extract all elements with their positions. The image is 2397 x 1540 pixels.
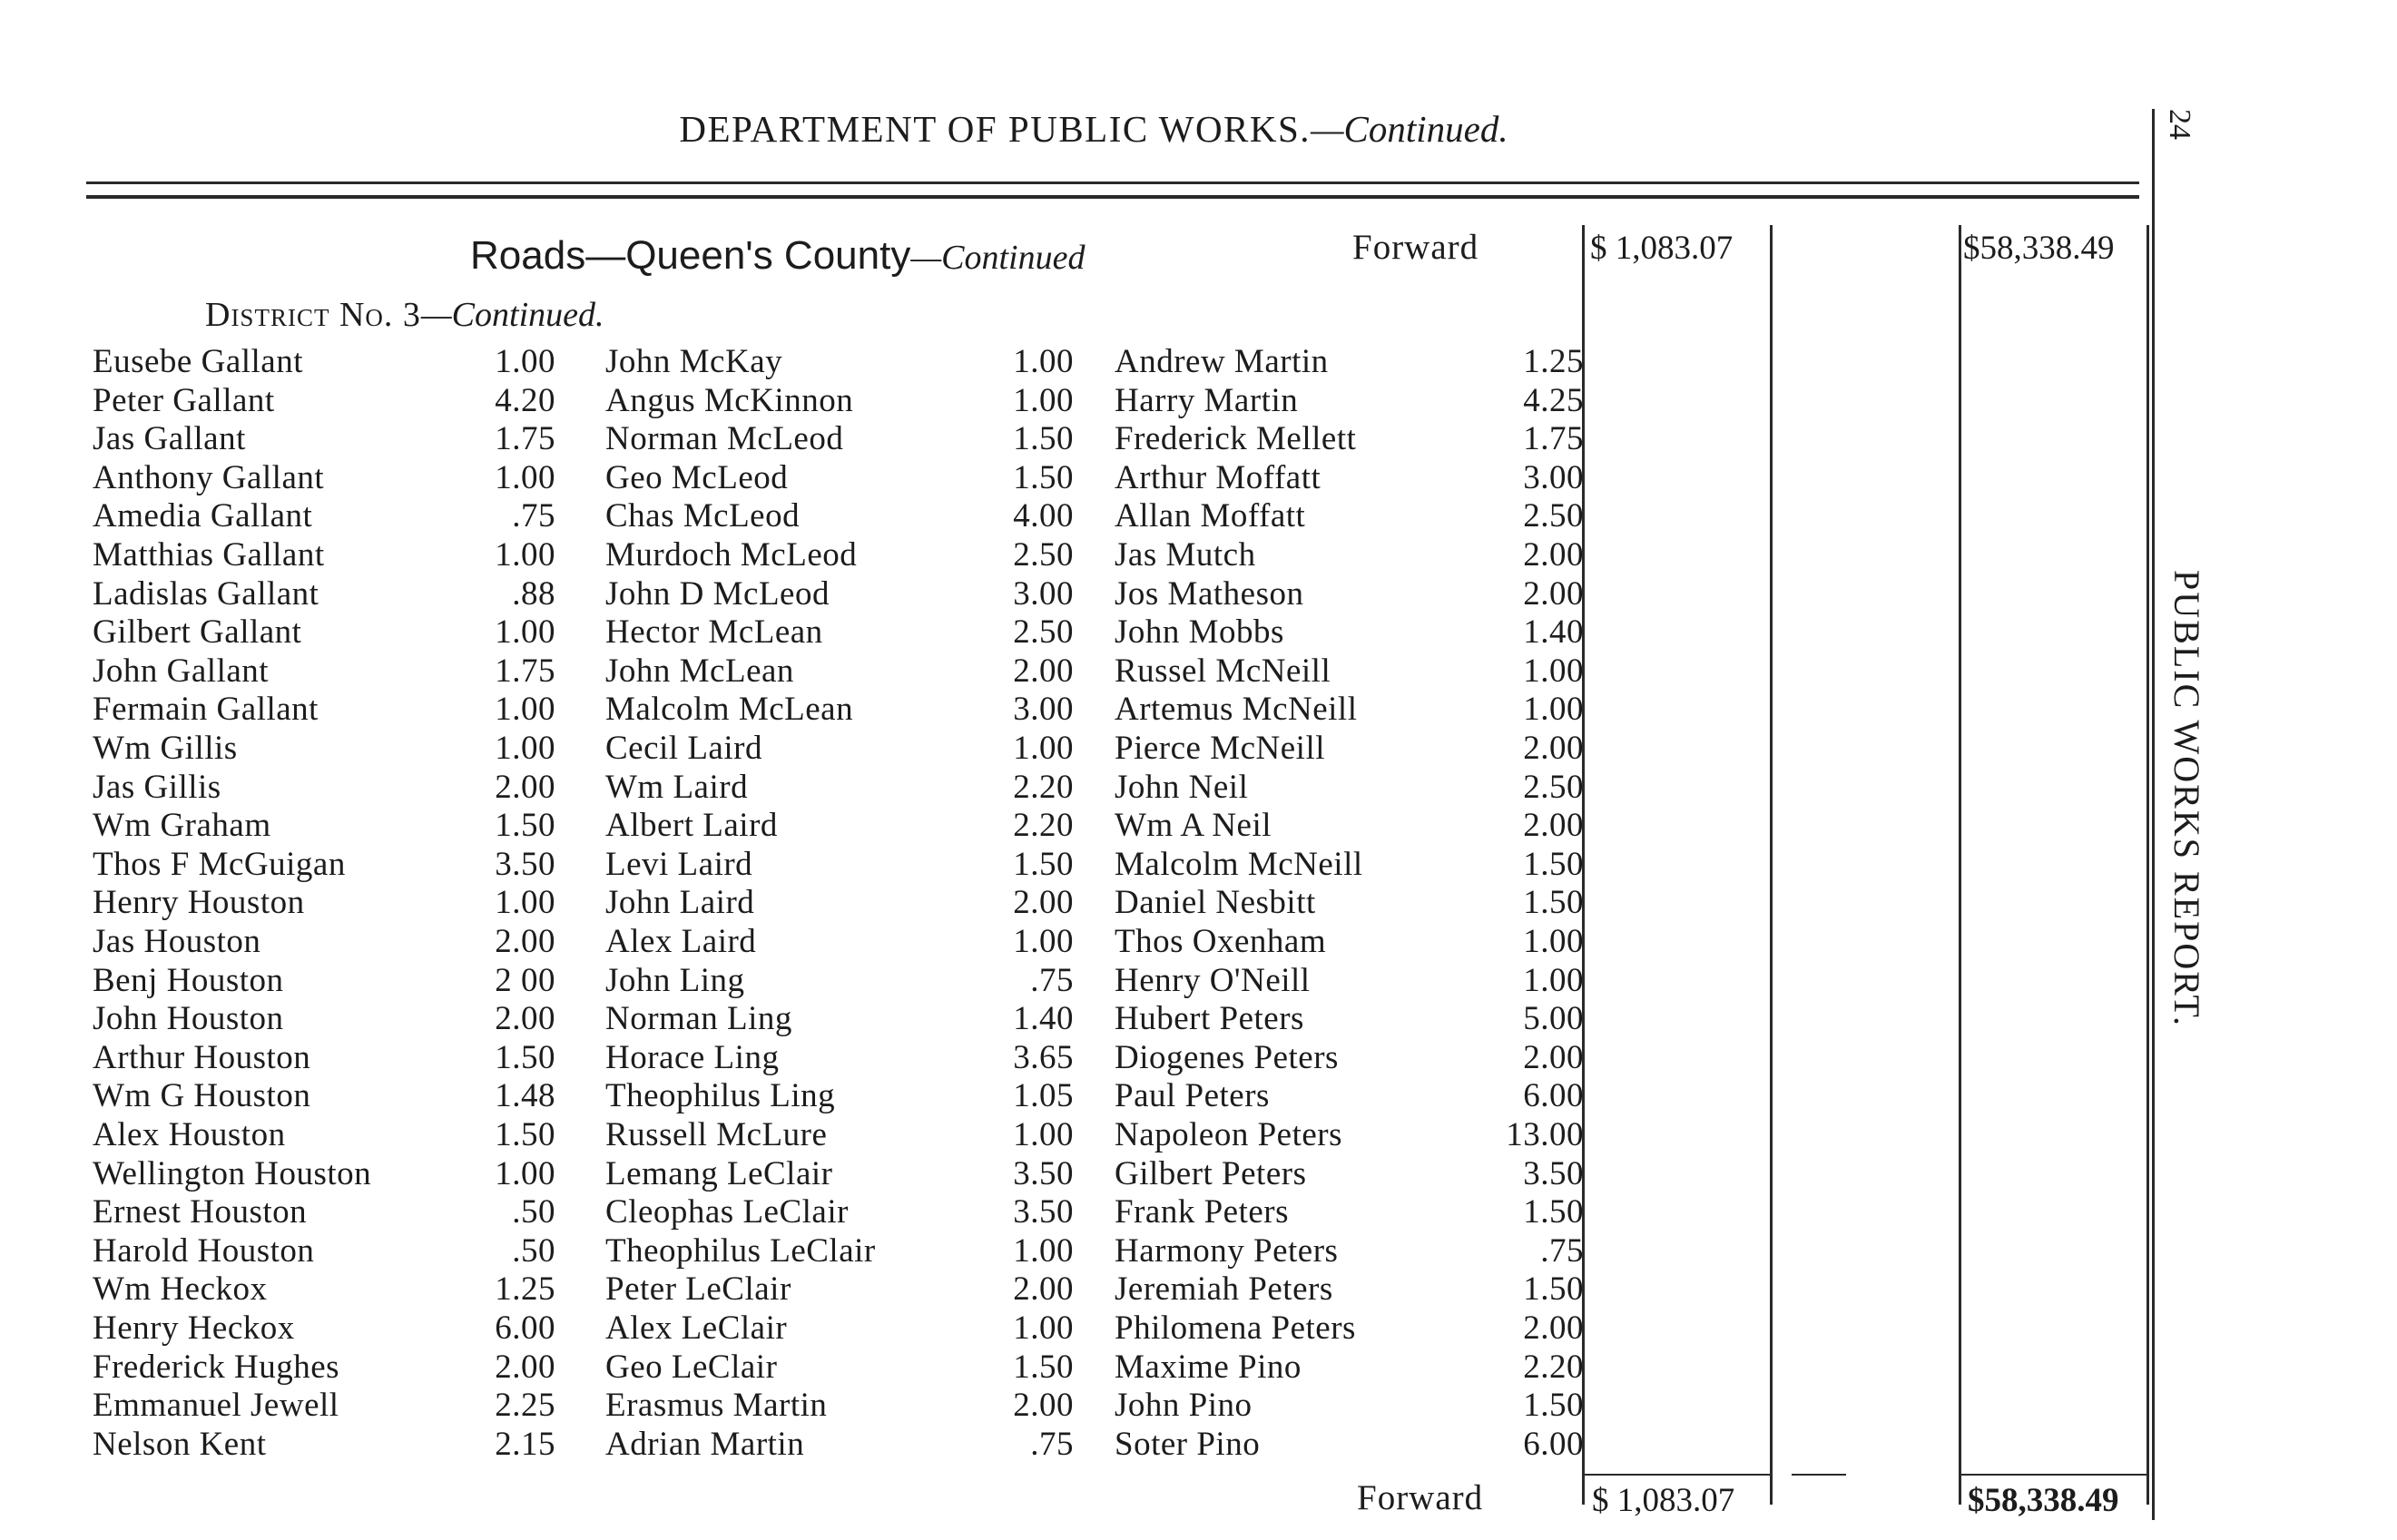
- list-item: [1115, 1270, 1584, 1308]
- list-item: [1115, 419, 1584, 457]
- entry-name: Thos Oxenham: [1115, 923, 1327, 960]
- entry-amount: 2.00: [495, 1348, 555, 1386]
- entry-name: Wm A Neil: [1115, 807, 1272, 845]
- entry-name: Artemus McNeill: [1115, 691, 1358, 729]
- entry-amount: 1.00: [495, 691, 555, 729]
- entry-name: Pierce McNeill: [1115, 730, 1325, 767]
- entry-name: Jas Gillis: [93, 768, 221, 806]
- entry-name: Paul Peters: [1115, 1077, 1270, 1115]
- entry-amount: 3.65: [1013, 1038, 1074, 1076]
- entry-name: Norman Ling: [605, 1000, 792, 1038]
- list-item: [605, 458, 1074, 496]
- entry-amount: 1.50: [495, 807, 555, 845]
- list-item: [93, 381, 555, 419]
- list-item: [605, 1309, 1074, 1347]
- list-item: [605, 999, 1074, 1037]
- list-item: [605, 342, 1074, 380]
- list-item: [1115, 652, 1584, 690]
- list-item: [1115, 496, 1584, 535]
- entry-name: John D McLeod: [605, 574, 830, 613]
- entry-amount: 4.00: [1013, 497, 1074, 535]
- entry-amount: 1.75: [495, 420, 555, 458]
- list-item: [1115, 1115, 1584, 1153]
- money-column-rule-2: [1770, 225, 1773, 1505]
- entry-name: Hector McLean: [605, 613, 823, 652]
- entry-name: Arthur Houston: [93, 1038, 311, 1076]
- entry-amount: .75: [512, 497, 555, 535]
- entry-name: Fermain Gallant: [93, 691, 319, 729]
- entry-amount: 1.00: [1013, 923, 1074, 960]
- list-item: [605, 1425, 1074, 1463]
- list-item: [1115, 999, 1584, 1037]
- entry-name: Peter LeClair: [605, 1270, 791, 1309]
- entry-amount: 3.00: [1013, 574, 1074, 613]
- entry-name: Geo McLeod: [605, 458, 789, 496]
- entry-amount: 2.00: [495, 1000, 555, 1038]
- entry-name: Wm Laird: [605, 768, 749, 806]
- list-item: [605, 1038, 1074, 1076]
- list-item: [1115, 1231, 1584, 1270]
- entry-name: Ernest Houston: [93, 1193, 308, 1231]
- entry-name: Henry Houston: [93, 884, 305, 922]
- list-item: [93, 419, 555, 457]
- list-item: [605, 1192, 1074, 1231]
- list-item: [93, 729, 555, 767]
- list-item: [93, 458, 555, 496]
- entry-name: Theophilus LeClair: [605, 1231, 876, 1270]
- entry-name: Angus McKinnon: [605, 381, 854, 419]
- entry-name: Frederick Mellett: [1115, 420, 1357, 458]
- entry-name: Malcolm McNeill: [1115, 845, 1363, 883]
- entry-name: Adrian Martin: [605, 1425, 805, 1463]
- list-item: [1115, 768, 1584, 806]
- list-item: [605, 652, 1074, 690]
- entry-amount: 1.50: [1013, 845, 1074, 883]
- entry-amount: 2.50: [1523, 768, 1584, 806]
- margin-vertical-line: [2152, 109, 2155, 1520]
- entry-amount: 1.75: [495, 652, 555, 690]
- entry-amount: 1.00: [495, 884, 555, 922]
- list-item: [1115, 806, 1584, 844]
- entry-name: Russell McLure: [605, 1116, 828, 1153]
- entry-name: Wellington Houston: [93, 1154, 372, 1192]
- list-item: [1115, 574, 1584, 613]
- entry-name: Jas Gallant: [93, 420, 246, 458]
- list-item: [1115, 729, 1584, 767]
- header-rule-bottom: [86, 195, 2139, 199]
- list-item: [93, 1425, 555, 1463]
- list-item: [1115, 690, 1584, 728]
- list-item: [93, 883, 555, 921]
- list-item: [1115, 1309, 1584, 1347]
- list-item: [93, 1076, 555, 1114]
- entry-name: Ladislas Gallant: [93, 574, 319, 613]
- entry-amount: 3.50: [495, 845, 555, 883]
- list-item: [605, 1270, 1074, 1308]
- entry-amount: 2.15: [495, 1425, 555, 1463]
- list-item: [605, 535, 1074, 574]
- entry-amount: .75: [1030, 1425, 1074, 1463]
- entry-name: Wm Heckox: [93, 1270, 268, 1309]
- entry-amount: 2.50: [1013, 536, 1074, 574]
- entry-amount: 2.50: [1013, 613, 1074, 652]
- entry-amount: 1.05: [1013, 1077, 1074, 1115]
- entry-amount: 3.00: [1013, 691, 1074, 729]
- list-item: [93, 535, 555, 574]
- entry-name: John Laird: [605, 884, 755, 922]
- entry-name: Geo LeClair: [605, 1348, 778, 1386]
- list-item: [605, 768, 1074, 806]
- entry-name: Russel McNeill: [1115, 652, 1331, 690]
- list-item: [93, 1038, 555, 1076]
- entry-name: Cecil Laird: [605, 730, 762, 767]
- list-item: [1115, 613, 1584, 651]
- entry-amount: 1.00: [1013, 1309, 1074, 1347]
- entry-name: Diogenes Peters: [1115, 1038, 1339, 1076]
- entry-name: Lemang LeClair: [605, 1154, 833, 1192]
- list-item: [1115, 961, 1584, 999]
- entry-amount: 3.50: [1523, 1154, 1584, 1192]
- list-item: [605, 419, 1074, 457]
- forward-rule-amount: [1585, 1474, 1770, 1476]
- entry-amount: 1.00: [1013, 381, 1074, 419]
- list-item: [605, 883, 1074, 921]
- list-item: [93, 1270, 555, 1308]
- page-number: 24: [2163, 109, 2196, 140]
- entry-amount: .75: [1030, 961, 1074, 999]
- forward-total-top: $58,338.49: [1963, 230, 2115, 267]
- entry-name: Anthony Gallant: [93, 458, 325, 496]
- entry-name: Chas McLeod: [605, 497, 801, 535]
- list-item: [1115, 1192, 1584, 1231]
- entry-amount: .50: [512, 1193, 555, 1231]
- entry-name: Alex Laird: [605, 923, 757, 960]
- entry-amount: 1.40: [1523, 613, 1584, 652]
- entry-amount: 1.00: [1523, 652, 1584, 690]
- forward-label-top: Forward: [1352, 228, 1479, 267]
- entry-amount: 5.00: [1523, 1000, 1584, 1038]
- entry-amount: 2.00: [1013, 652, 1074, 690]
- entry-amount: 3.00: [1523, 458, 1584, 496]
- list-item: [1115, 1154, 1584, 1192]
- list-item: [93, 961, 555, 999]
- entry-amount: 1.50: [1523, 845, 1584, 883]
- entry-amount: 6.00: [1523, 1425, 1584, 1463]
- forward-amount-top: $ 1,083.07: [1590, 230, 1734, 267]
- entry-amount: 4.25: [1523, 381, 1584, 419]
- entry-amount: 1.50: [1013, 420, 1074, 458]
- entry-name: Henry Heckox: [93, 1309, 295, 1347]
- entry-name: John McLean: [605, 652, 794, 690]
- entry-amount: 2.00: [1013, 884, 1074, 922]
- entry-name: John Mobbs: [1115, 613, 1284, 652]
- list-item: [93, 574, 555, 613]
- entry-amount: 1.50: [495, 1038, 555, 1076]
- entry-name: Nelson Kent: [93, 1425, 267, 1463]
- entry-name: Benj Houston: [93, 961, 284, 999]
- forward-total-bottom: $58,338.49: [1968, 1482, 2119, 1519]
- list-item: [1115, 1038, 1584, 1076]
- list-item: [93, 496, 555, 535]
- list-item: [1115, 381, 1584, 419]
- list-item: [1115, 1386, 1584, 1424]
- list-item: [605, 381, 1074, 419]
- entry-name: Daniel Nesbitt: [1115, 884, 1316, 922]
- list-item: [1115, 922, 1584, 960]
- list-item: [93, 806, 555, 844]
- list-item: [93, 342, 555, 380]
- list-item: [605, 1115, 1074, 1153]
- entry-name: Levi Laird: [605, 845, 753, 883]
- entry-amount: 1.00: [1523, 961, 1584, 999]
- entry-amount: 2.00: [495, 923, 555, 960]
- section-title: Roads—Queen's County: [470, 233, 911, 278]
- entry-name: Andrew Martin: [1115, 343, 1329, 380]
- entry-name: Thos F McGuigan: [93, 845, 346, 883]
- entry-amount: 1.50: [1523, 1387, 1584, 1425]
- entry-amount: 1.00: [495, 613, 555, 652]
- list-item: [93, 1309, 555, 1347]
- entry-name: Horace Ling: [605, 1038, 780, 1076]
- entry-name: Harold Houston: [93, 1231, 315, 1270]
- entry-amount: 1.75: [1523, 420, 1584, 458]
- entry-name: Murdoch McLeod: [605, 536, 858, 574]
- entry-amount: 1.50: [495, 1116, 555, 1153]
- entry-amount: 2.00: [1523, 1038, 1584, 1076]
- entry-name: Wm Gillis: [93, 730, 238, 767]
- entry-amount: 1.00: [1523, 691, 1584, 729]
- entry-name: John Pino: [1115, 1387, 1253, 1425]
- list-item: [605, 613, 1074, 651]
- entry-amount: 1.25: [1523, 343, 1584, 380]
- entry-amount: 2.00: [1523, 1309, 1584, 1347]
- entry-amount: .88: [512, 574, 555, 613]
- entry-name: Emmanuel Jewell: [93, 1387, 339, 1425]
- list-item: [1115, 458, 1584, 496]
- entry-name: Frederick Hughes: [93, 1348, 340, 1386]
- list-item: [93, 1231, 555, 1270]
- list-item: [605, 845, 1074, 883]
- list-item: [605, 961, 1074, 999]
- list-item: [605, 806, 1074, 844]
- list-item: [1115, 1076, 1584, 1114]
- entry-amount: 2.00: [1523, 536, 1584, 574]
- entry-amount: 13.00: [1506, 1116, 1584, 1153]
- entry-amount: 1.25: [495, 1270, 555, 1309]
- entry-name: Matthias Gallant: [93, 536, 325, 574]
- entry-name: Wm G Houston: [93, 1077, 311, 1115]
- entry-name: Jas Houston: [93, 923, 261, 960]
- entry-name: Wm Graham: [93, 807, 271, 845]
- entry-amount: 2.00: [1523, 807, 1584, 845]
- entry-name: Alex Houston: [93, 1116, 286, 1153]
- entry-amount: 2.20: [1013, 807, 1074, 845]
- entry-amount: 1.00: [495, 1154, 555, 1192]
- entry-amount: 2.20: [1523, 1348, 1584, 1386]
- entry-name: John Neil: [1115, 768, 1249, 806]
- money-column-rule-3: [1959, 225, 1961, 1505]
- list-item: [605, 496, 1074, 535]
- entry-amount: 6.00: [1523, 1077, 1584, 1115]
- list-item: [93, 845, 555, 883]
- entry-name: Cleophas LeClair: [605, 1193, 849, 1231]
- entry-name: Jeremiah Peters: [1115, 1270, 1333, 1309]
- entry-name: Frank Peters: [1115, 1193, 1289, 1231]
- entry-amount: 1.50: [1523, 1193, 1584, 1231]
- entry-amount: 1.40: [1013, 1000, 1074, 1038]
- section-continued: —Continued: [910, 239, 1086, 277]
- list-item: [93, 690, 555, 728]
- entry-amount: 1.00: [1523, 923, 1584, 960]
- entry-name: Norman McLeod: [605, 420, 844, 458]
- entry-name: Maxime Pino: [1115, 1348, 1302, 1386]
- entry-amount: 1.00: [1013, 730, 1074, 767]
- list-item: [1115, 342, 1584, 380]
- entry-name: Napoleon Peters: [1115, 1116, 1343, 1153]
- list-item: [1115, 1348, 1584, 1386]
- list-item: [93, 613, 555, 651]
- entry-amount: 1.50: [1523, 1270, 1584, 1309]
- entry-amount: 1.50: [1013, 458, 1074, 496]
- list-item: [605, 1231, 1074, 1270]
- list-item: [93, 1386, 555, 1424]
- entry-name: John Gallant: [93, 652, 270, 690]
- entry-amount: 1.00: [1013, 1116, 1074, 1153]
- entry-amount: 4.20: [495, 381, 555, 419]
- entry-name: Philomena Peters: [1115, 1309, 1356, 1347]
- entry-name: Soter Pino: [1115, 1425, 1261, 1463]
- forward-label-bottom: Forward: [1357, 1478, 1484, 1517]
- entry-name: John McKay: [605, 343, 783, 380]
- entry-amount: 2.00: [1523, 730, 1584, 767]
- entry-name: Hubert Peters: [1115, 1000, 1304, 1038]
- entry-name: Arthur Moffatt: [1115, 458, 1321, 496]
- entry-name: Henry O'Neill: [1115, 961, 1311, 999]
- entry-amount: 1.00: [495, 343, 555, 380]
- entry-amount: 2.00: [1013, 1387, 1074, 1425]
- forward-rule-total: [1961, 1474, 2147, 1476]
- entry-name: Jas Mutch: [1115, 536, 1256, 574]
- forward-rule-gap: [1792, 1474, 1846, 1476]
- list-item: [93, 768, 555, 806]
- entry-name: Erasmus Martin: [605, 1387, 828, 1425]
- entry-name: Alex LeClair: [605, 1309, 788, 1347]
- entry-name: Harmony Peters: [1115, 1231, 1339, 1270]
- entry-name: Harry Martin: [1115, 381, 1299, 419]
- list-item: [605, 1154, 1074, 1192]
- list-item: [1115, 1425, 1584, 1463]
- entry-name: Theophilus Ling: [605, 1077, 836, 1115]
- list-item: [605, 1076, 1074, 1114]
- list-item: [93, 652, 555, 690]
- list-item: [93, 1154, 555, 1192]
- entry-amount: 6.00: [495, 1309, 555, 1347]
- list-item: [93, 1192, 555, 1231]
- list-item: [605, 729, 1074, 767]
- entry-name: Malcolm McLean: [605, 691, 854, 729]
- entry-amount: .50: [512, 1231, 555, 1270]
- entry-amount: 1.00: [495, 730, 555, 767]
- entry-amount: 2.00: [1523, 574, 1584, 613]
- entry-name: Eusebe Gallant: [93, 343, 303, 380]
- district-label: District No. 3: [205, 296, 421, 334]
- list-item: [93, 1115, 555, 1153]
- entry-amount: 2.00: [1013, 1270, 1074, 1309]
- list-item: [605, 690, 1074, 728]
- list-item: [1115, 535, 1584, 574]
- list-item: [605, 1348, 1074, 1386]
- entry-amount: 1.50: [1013, 1348, 1074, 1386]
- entry-amount: 1.00: [495, 458, 555, 496]
- entry-amount: 2.20: [1013, 768, 1074, 806]
- entry-name: Allan Moffatt: [1115, 497, 1306, 535]
- district-heading: [205, 295, 604, 335]
- entry-amount: 3.50: [1013, 1154, 1074, 1192]
- entry-amount: 2.50: [1523, 497, 1584, 535]
- entry-name: Amedia Gallant: [93, 497, 313, 535]
- entry-name: Jos Matheson: [1115, 574, 1304, 613]
- entry-amount: 3.50: [1013, 1193, 1074, 1231]
- entry-amount: 2.25: [495, 1387, 555, 1425]
- entry-amount: 2 00: [495, 961, 555, 999]
- list-item: [93, 1348, 555, 1386]
- entry-amount: 2.00: [495, 768, 555, 806]
- list-item: [93, 922, 555, 960]
- entry-name: Peter Gallant: [93, 381, 275, 419]
- entry-name: Gilbert Gallant: [93, 613, 302, 652]
- entry-amount: 1.00: [495, 536, 555, 574]
- entry-amount: .75: [1540, 1231, 1584, 1270]
- entry-amount: 1.50: [1523, 884, 1584, 922]
- entry-name: Albert Laird: [605, 807, 778, 845]
- list-item: [93, 999, 555, 1037]
- entry-amount: 1.48: [495, 1077, 555, 1115]
- section-heading: [470, 233, 1085, 279]
- side-title: PUBLIC WORKS REPORT.: [2166, 570, 2207, 1027]
- header-rule-top: [86, 181, 2139, 184]
- list-item: [605, 1386, 1074, 1424]
- entry-name: Gilbert Peters: [1115, 1154, 1307, 1192]
- header-continued: —Continued.: [1311, 108, 1508, 150]
- district-continued: —Continued.: [420, 296, 604, 334]
- list-item: [1115, 845, 1584, 883]
- list-item: [1115, 883, 1584, 921]
- page-header: [0, 107, 2187, 151]
- entry-amount: 1.00: [1013, 343, 1074, 380]
- header-title: DEPARTMENT OF PUBLIC WORKS.: [679, 108, 1311, 150]
- entry-name: John Houston: [93, 1000, 284, 1038]
- list-item: [605, 922, 1074, 960]
- entry-name: John Ling: [605, 961, 745, 999]
- forward-amount-bottom: $ 1,083.07: [1592, 1482, 1735, 1519]
- list-item: [605, 574, 1074, 613]
- money-column-rule-4: [2146, 225, 2149, 1505]
- entry-amount: 1.00: [1013, 1231, 1074, 1270]
